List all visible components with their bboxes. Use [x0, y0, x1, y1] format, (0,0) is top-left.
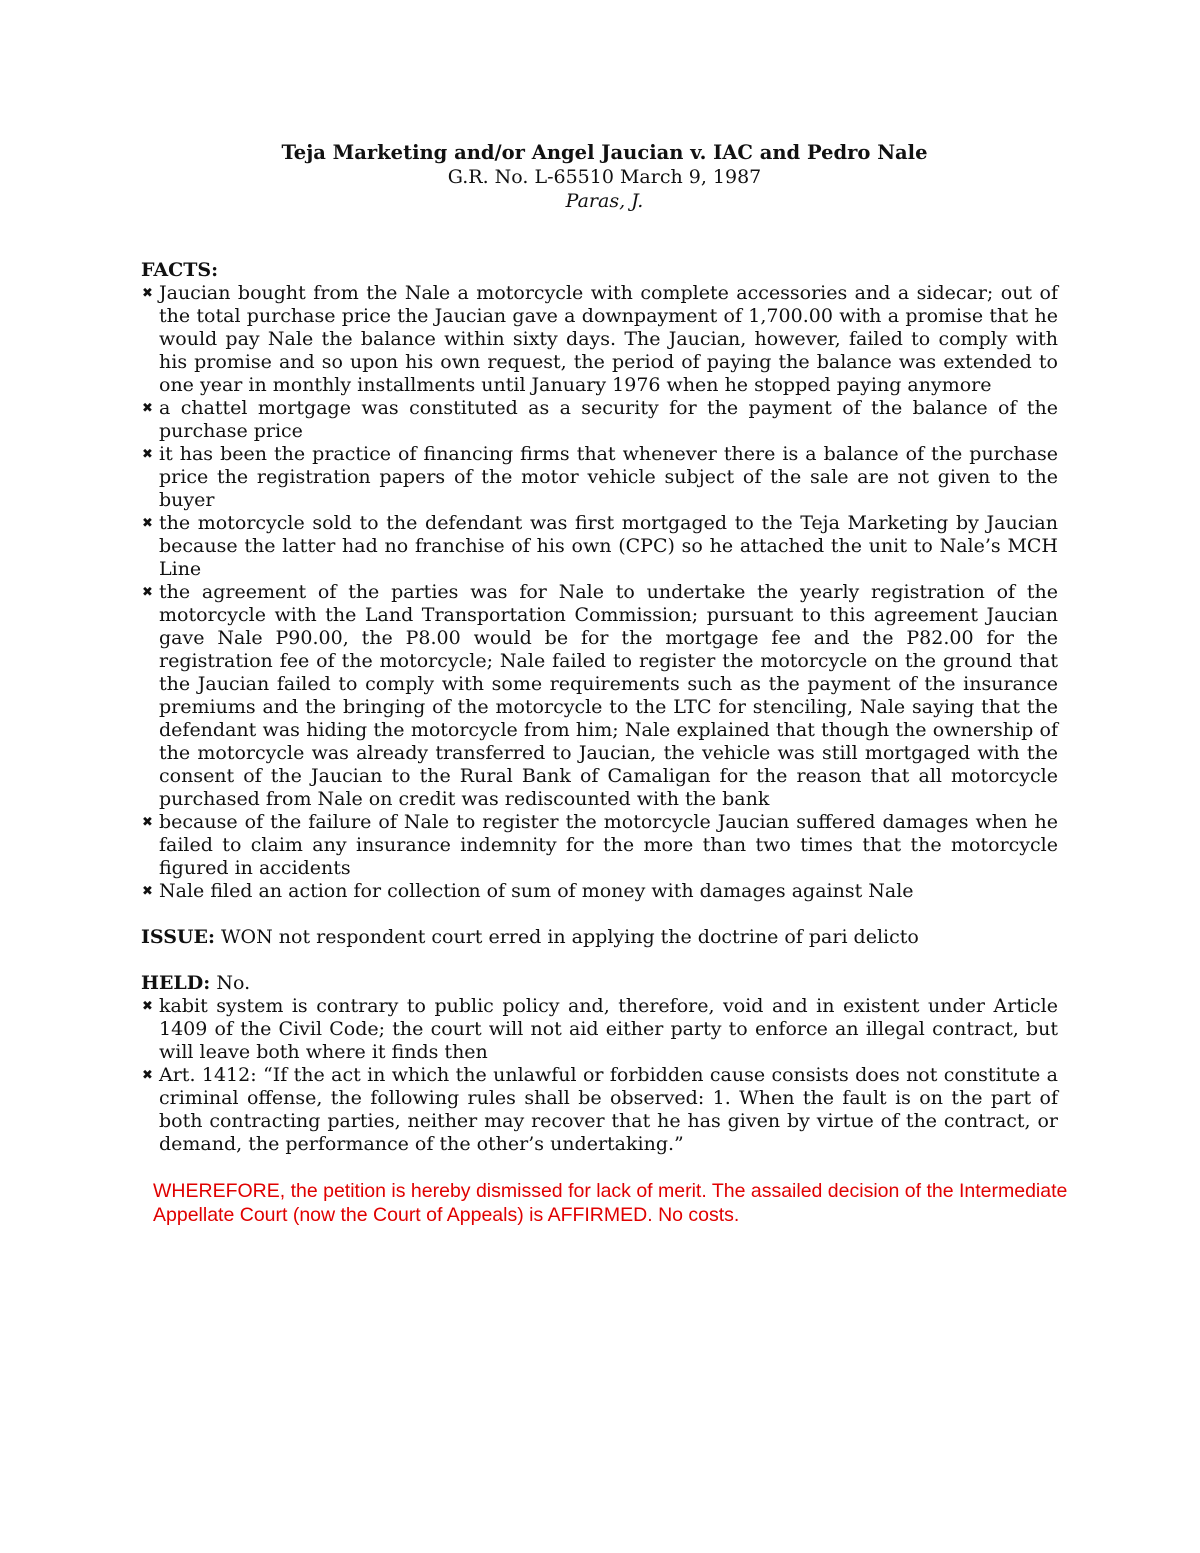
held-section: [141, 972, 1058, 1156]
list-item: [141, 880, 1058, 903]
case-number: G.R. No. L-65510 March 9, 1987: [447, 166, 762, 188]
list-item: [141, 282, 1058, 397]
list-item: [141, 512, 1058, 581]
fact-text: a chattel mortgage was constituted as a security for the payment of the balance of the purchase price: [159, 397, 1058, 442]
no-costs-text: No costs.: [652, 1204, 740, 1226]
issue-label: ISSUE:: [141, 926, 215, 948]
list-item: [141, 443, 1058, 512]
x-mark-icon: ✖: [142, 401, 153, 416]
case-header: [151, 140, 1058, 213]
held-list: [141, 995, 1058, 1156]
list-item: [141, 811, 1058, 880]
x-mark-icon: ✖: [142, 585, 153, 600]
issue-line: [141, 926, 1058, 949]
case-justice: Paras, J.: [565, 190, 644, 212]
x-mark-icon: ✖: [142, 815, 153, 830]
list-item: [141, 1064, 1058, 1156]
list-item: [141, 397, 1058, 443]
facts-label: FACTS:: [141, 259, 219, 281]
fact-text: Nale filed an action for collection of sum of money with damages against Nale: [159, 880, 914, 902]
wherefore-text: the petition is hereby dismissed for lack of merit. The assailed decision of the Intermediate Appellate Court (now the Court of Appeals) is: [153, 1180, 1068, 1226]
wherefore-clause: [153, 1179, 1124, 1227]
list-item: [141, 581, 1058, 811]
fact-text: it has been the practice of financing firms that whenever there is a balance of the purchase price the registration papers of the motor vehicle subject of the sale are not given to the buyer: [159, 443, 1058, 511]
held-line: [141, 972, 1058, 995]
held-text: No.: [216, 972, 251, 994]
x-mark-icon: ✖: [142, 516, 153, 531]
held-item-text: kabit system is contrary to public policy and, therefore, void and in existent under Article 1409 of the Civil Code; the court will not aid either party to enforce an illegal contract, but will leave both where it finds then: [159, 995, 1058, 1063]
x-mark-icon: ✖: [142, 286, 153, 301]
facts-list: [141, 282, 1058, 903]
fact-text: Jaucian bought from the Nale a motorcycle with complete accessories and a sidecar; out of the total purchase price the Jaucian gave a downpayment of 1,700.00 with a promise that he would pay Nale the balance within sixty days. The Jaucian, however, failed to comply with his promise and so upon his own request, the period of paying the balance was extended to one year in monthly installments until January 1976 when he stopped paying anymore: [159, 282, 1058, 396]
case-title: Teja Marketing and/or Angel Jaucian v. IAC and Pedro Nale: [281, 141, 928, 164]
fact-text: the motorcycle sold to the defendant was first mortgaged to the Teja Marketing by Jaucian because the latter had no franchise of his own (CPC) so he attached the unit to Nale’s MCH Line: [159, 512, 1058, 580]
affirmed-keyword: AFFIRMED.: [547, 1204, 653, 1226]
x-mark-icon: ✖: [142, 999, 153, 1014]
x-mark-icon: ✖: [142, 1068, 153, 1083]
document-page: [141, 140, 1068, 1227]
list-item: [141, 995, 1058, 1064]
issue-section: [141, 926, 1058, 949]
held-item-text: Art. 1412: “If the act in which the unlawful or forbidden cause consists does not constitute a criminal offense, the following rules shall be observed: 1. When the fault is on the part of both contracting parties, neither may recover that he has given by virtue of the contract, or demand, the performance of the other’s undertaking.”: [159, 1064, 1058, 1155]
x-mark-icon: ✖: [142, 884, 153, 899]
x-mark-icon: ✖: [142, 447, 153, 462]
wherefore-keyword: WHEREFORE,: [153, 1180, 286, 1202]
facts-section: [141, 259, 1058, 903]
fact-text: the agreement of the parties was for Nale to undertake the yearly registration of the motorcycle with the Land Transportation Commission; pursuant to this agreement Jaucian gave Nale P90.00, the P8.00 would be for the mortgage fee and the P82.00 for the registration fee of the motorcycle; Nale failed to register the motorcycle on the ground that the Jaucian failed to comply with some requirements such as the payment of the insurance premiums and the bringing of the motorcycle to the LTC for stenciling, Nale saying that the defendant was hiding the motorcycle from him; Nale explained that though the ownership of the motorcycle was already transferred to Jaucian, the vehicle was still mortgaged with the consent of the Jaucian to the Rural Bank of Camaligan for the reason that all motorcycle purchased from Nale on credit was rediscounted with the bank: [159, 581, 1058, 810]
held-label: HELD:: [141, 972, 211, 994]
fact-text: because of the failure of Nale to register the motorcycle Jaucian suffered damages when he failed to claim any insurance indemnity for the more than two times that the motorcycle figured in accidents: [159, 811, 1058, 879]
issue-text: WON not respondent court erred in applying the doctrine of pari delicto: [221, 926, 919, 948]
